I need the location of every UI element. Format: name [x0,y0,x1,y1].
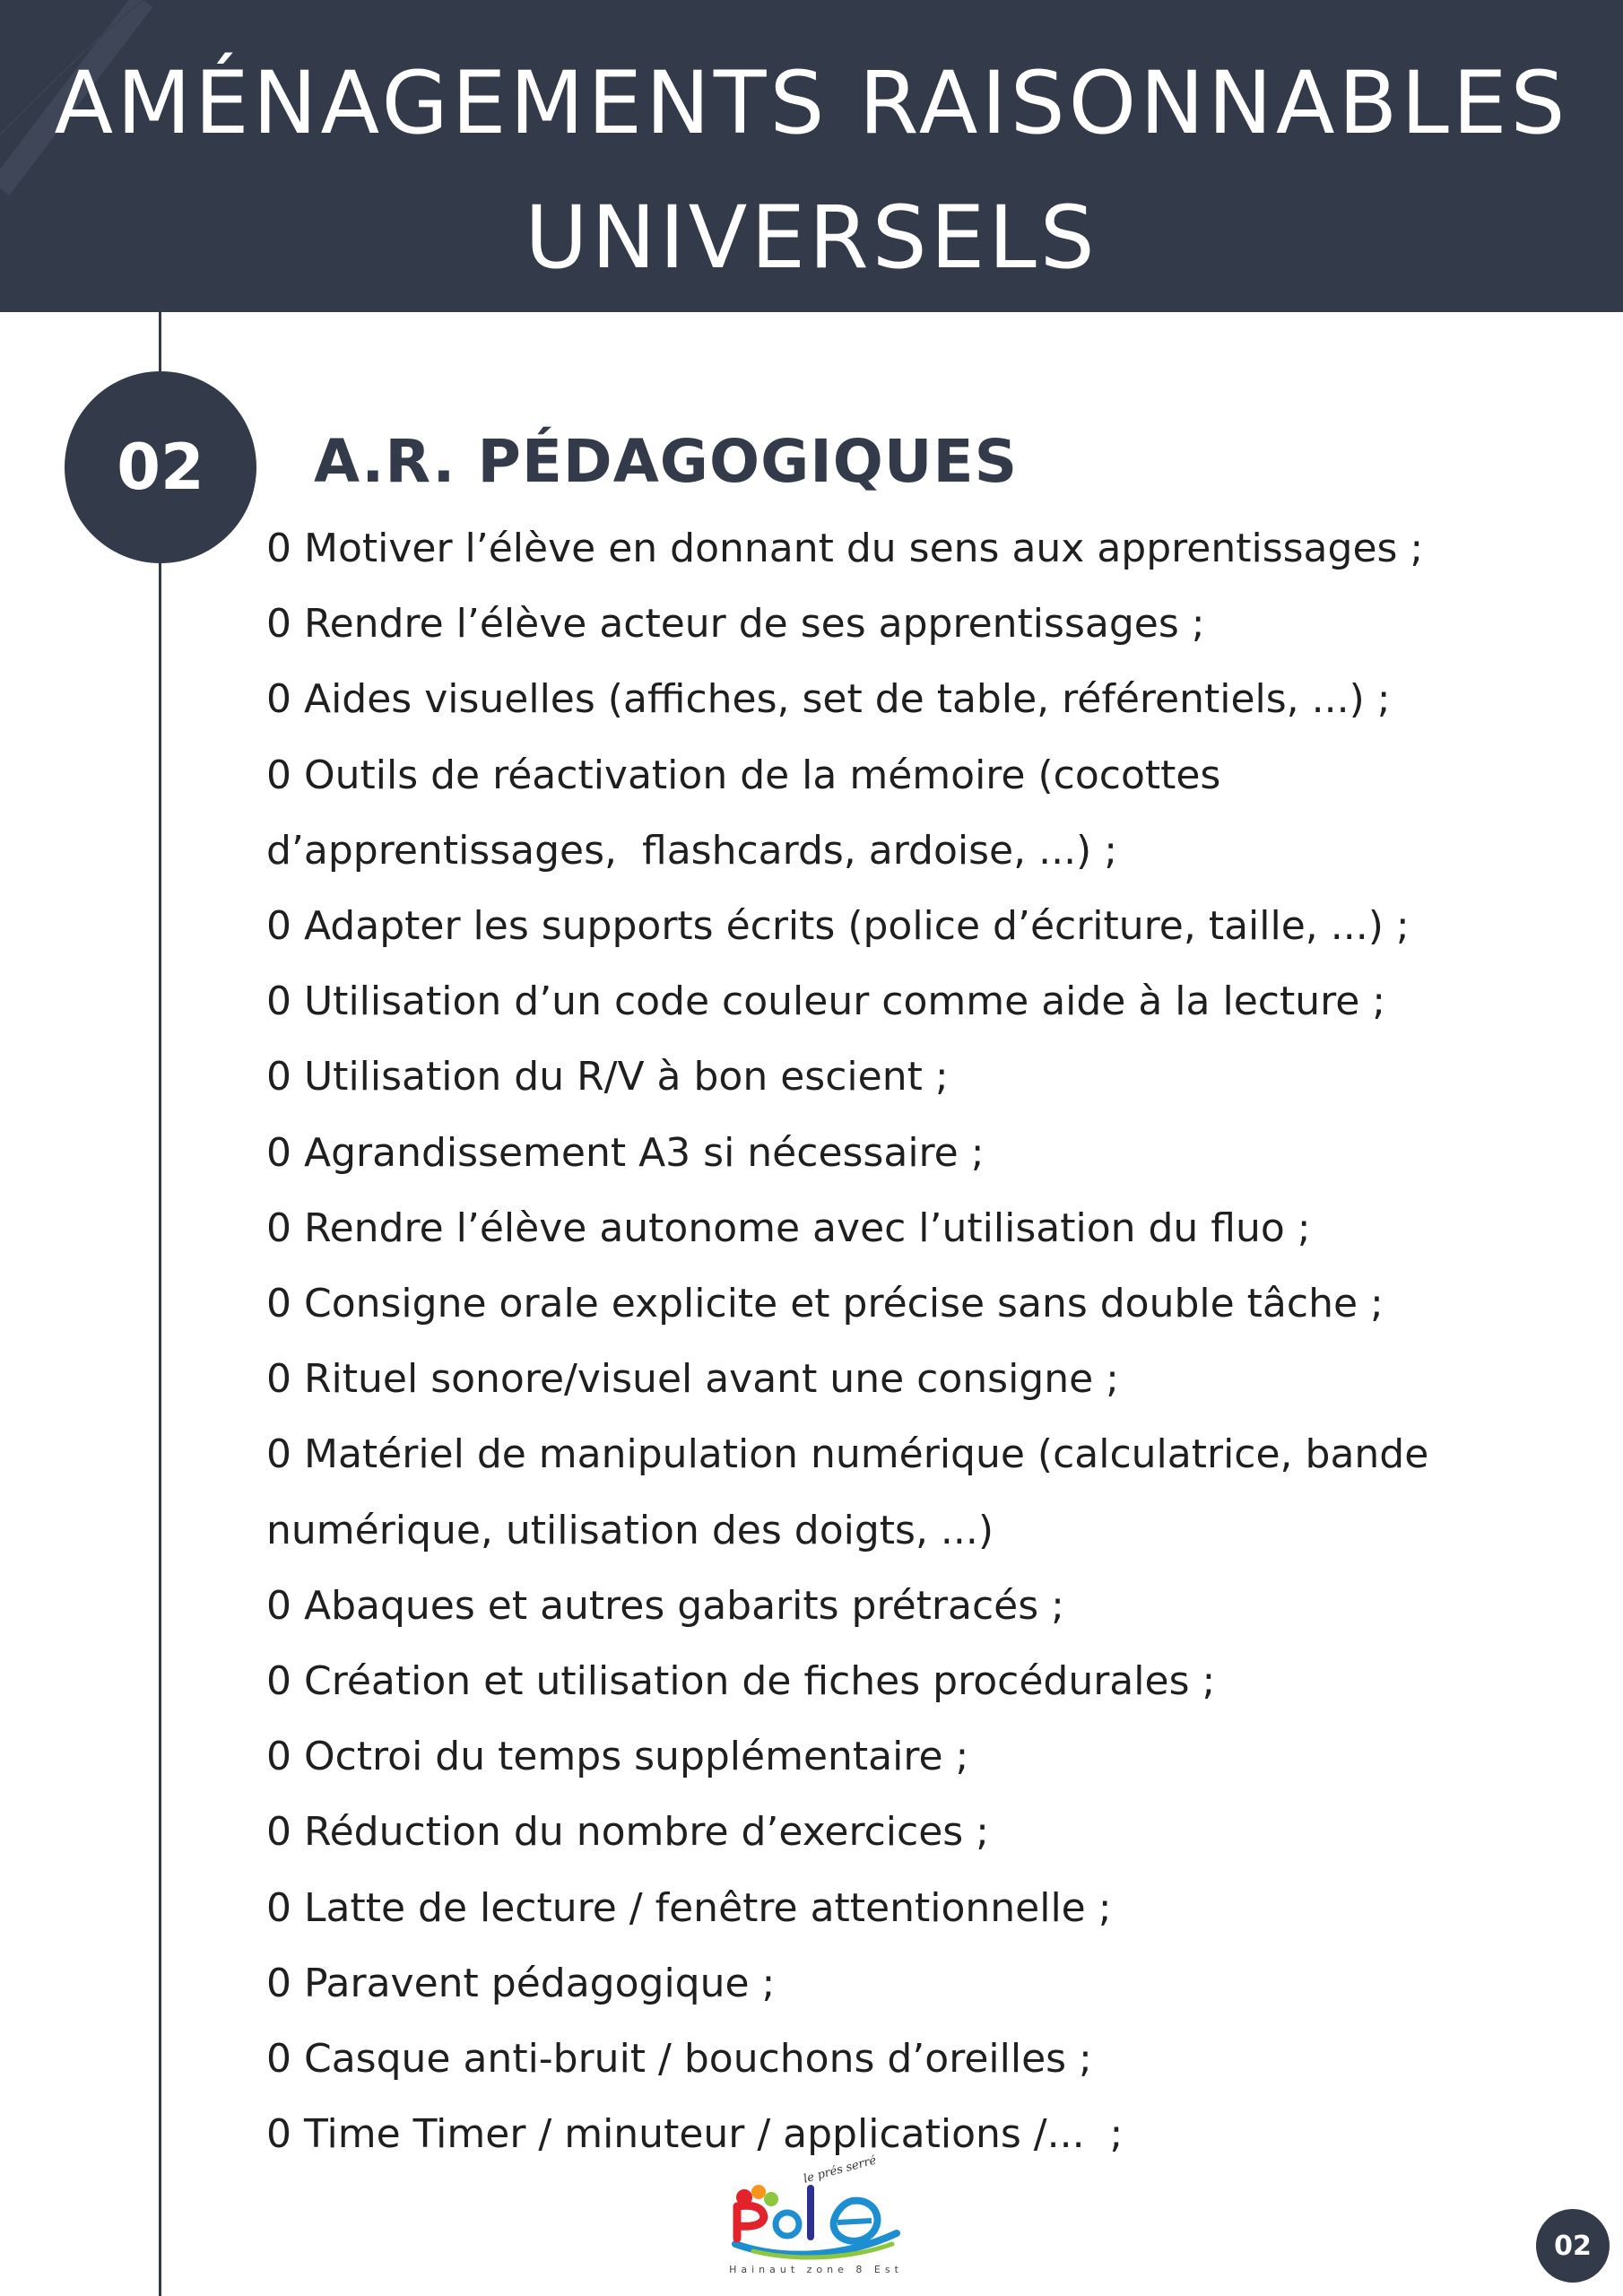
list-item: 0 Utilisation du R/V à bon escient ; [266,1054,949,1100]
list-item: 0 Rendre l’élève autonome avec l’utilisation du fluo ; [266,1205,1311,1251]
list-item: 0 Latte de lecture / fenêtre attentionnelle ; [266,1884,1112,1931]
page-number-badge: 02 [1536,2209,1610,2283]
pole-logo [717,2153,915,2278]
list-item: 0 Matériel de manipulation numérique (calculatrice, bande [266,1431,1429,1478]
logo-footer-text: Hainaut zone 8 Est [729,2264,903,2275]
accommodations-list [266,511,1593,2172]
list-item: 0 Outils de réactivation de la mémoire (cocottes [266,752,1221,798]
list-item: d’apprentissages, flashcards, ardoise, ...) ; [266,827,1118,874]
list-item: 0 Abaques et autres gabarits prétracés ; [266,1582,1064,1629]
list-item: numérique, utilisation des doigts, ...) [266,1507,994,1553]
list-item: 0 Time Timer / minuteur / applications /... ; [266,2111,1124,2158]
list-item: 0 Adapter les supports écrits (police d’écriture, taille, ...) ; [266,903,1410,950]
list-item: 0 Réduction du nombre d’exercices ; [266,1809,990,1856]
page-title [0,36,1623,305]
list-item: 0 Rendre l’élève acteur de ses apprentissages ; [266,601,1205,648]
page-title-line-1: AMÉNAGEMENTS RAISONNABLES [54,53,1569,153]
logo-tagline: le prés serré [802,2153,879,2187]
list-item: 0 Consigne orale explicite et précise sans double tâche ; [266,1281,1384,1327]
list-item: 0 Motiver l’élève en donnant du sens aux apprentissages ; [266,526,1424,571]
list-item: 0 Rituel sonore/visuel avant une consigne ; [266,1356,1119,1403]
timeline-line [159,312,161,2296]
section-number-badge: 02 [65,371,256,563]
page-title-line-2: UNIVERSELS [525,187,1098,288]
list-item: 0 Agrandissement A3 si nécessaire ; [266,1129,985,1176]
list-item: 0 Aides visuelles (affiches, set de table, référentiels, ...) ; [266,676,1391,723]
section-title: A.R. PÉDAGOGIQUES [314,427,1019,496]
list-item: 0 Casque anti-bruit / bouchons d’oreilles ; [266,2036,1092,2083]
header-banner [0,0,1623,312]
list-item: 0 Octroi du temps supplémentaire ; [266,1734,969,1780]
list-item: 0 Création et utilisation de fiches procédurales ; [266,1658,1216,1705]
list-item: 0 Paravent pédagogique ; [266,1960,776,2006]
list-item: 0 Utilisation d’un code couleur comme aide à la lecture ; [266,978,1386,1025]
